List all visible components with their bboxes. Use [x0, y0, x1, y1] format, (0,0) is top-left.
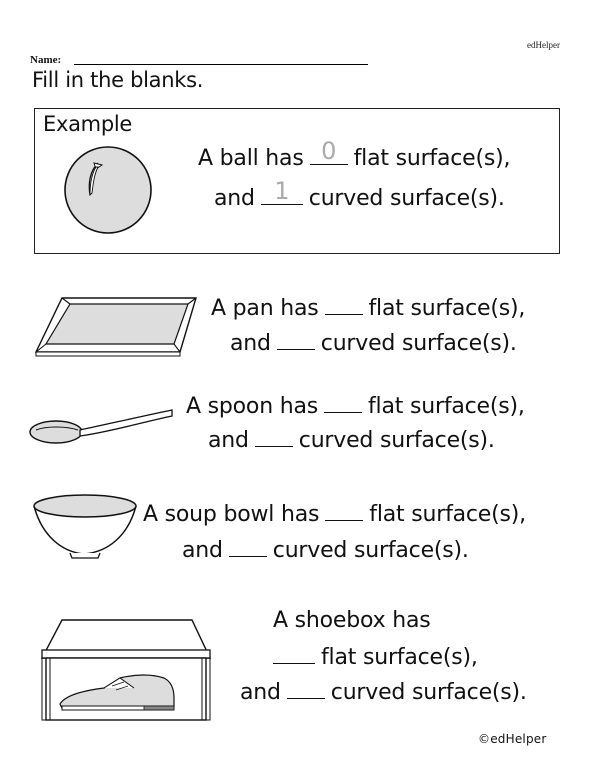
shoebox-line-3	[240, 680, 527, 704]
example-label: Example	[43, 112, 133, 136]
spoon-prefix: A spoon has	[186, 394, 319, 419]
shoebox-suffix-2: curved surface(s).	[330, 680, 527, 705]
instructions: Fill in the blanks.	[32, 68, 204, 92]
example-answer-blank-1[interactable]	[310, 137, 348, 165]
spoon-suffix-2: curved surface(s).	[298, 428, 495, 453]
spoon-line-1	[186, 394, 525, 418]
soup-bowl-suffix-1: flat surface(s),	[369, 502, 526, 527]
shoebox-line-2	[273, 645, 478, 669]
soup-bowl-prefix: A soup bowl has	[143, 502, 320, 527]
shoebox-prefix: A shoebox has	[273, 608, 431, 633]
spoon-line-2	[208, 428, 495, 452]
spoon-and: and	[208, 428, 249, 453]
soup-bowl-and: and	[182, 538, 223, 563]
pan-curved-blank[interactable]	[277, 331, 315, 350]
shoebox-and: and	[240, 680, 281, 705]
pan-line-2	[230, 331, 517, 355]
example-suffix-1: flat surface(s),	[353, 146, 511, 171]
example-answer-blank-2[interactable]	[261, 177, 303, 205]
pan-suffix-1: flat surface(s),	[368, 296, 526, 321]
ball-icon	[60, 145, 160, 245]
shoebox-icon	[40, 616, 212, 722]
spoon-icon	[28, 406, 178, 450]
shoebox-suffix-1: flat surface(s),	[321, 645, 478, 670]
pan-suffix-2: curved surface(s).	[320, 331, 517, 356]
example-line-2	[214, 177, 505, 211]
pan-flat-blank[interactable]	[325, 296, 363, 315]
pan-and: and	[230, 331, 271, 356]
example-prefix-1: A ball has	[198, 146, 304, 171]
pan-line-1	[211, 296, 525, 320]
name-field[interactable]	[74, 64, 368, 65]
brand-label: edHelper	[527, 40, 560, 50]
example-suffix-2: curved surface(s).	[308, 186, 505, 211]
pan-prefix: A pan has	[211, 296, 319, 321]
spoon-curved-blank[interactable]	[255, 428, 293, 447]
spoon-flat-blank[interactable]	[324, 394, 362, 413]
soup-bowl-line-1	[143, 502, 526, 526]
soup-bowl-flat-blank[interactable]	[325, 502, 363, 521]
soup-bowl-line-2	[182, 538, 469, 562]
shoebox-curved-blank[interactable]	[287, 680, 325, 699]
example-answer-2: 1	[274, 177, 290, 205]
copyright: ©edHelper	[478, 732, 547, 746]
example-line-1	[198, 137, 511, 171]
soup-bowl-suffix-2: curved surface(s).	[272, 538, 469, 563]
soup-bowl-icon	[32, 492, 138, 560]
pan-icon	[32, 294, 202, 358]
spoon-suffix-1: flat surface(s),	[368, 394, 525, 419]
example-prefix-2: and	[214, 186, 255, 211]
shoebox-line-1	[273, 610, 431, 632]
example-answer-1: 0	[321, 137, 337, 165]
shoebox-flat-blank[interactable]	[273, 645, 315, 664]
name-label: Name:	[30, 54, 62, 66]
soup-bowl-curved-blank[interactable]	[229, 538, 267, 557]
